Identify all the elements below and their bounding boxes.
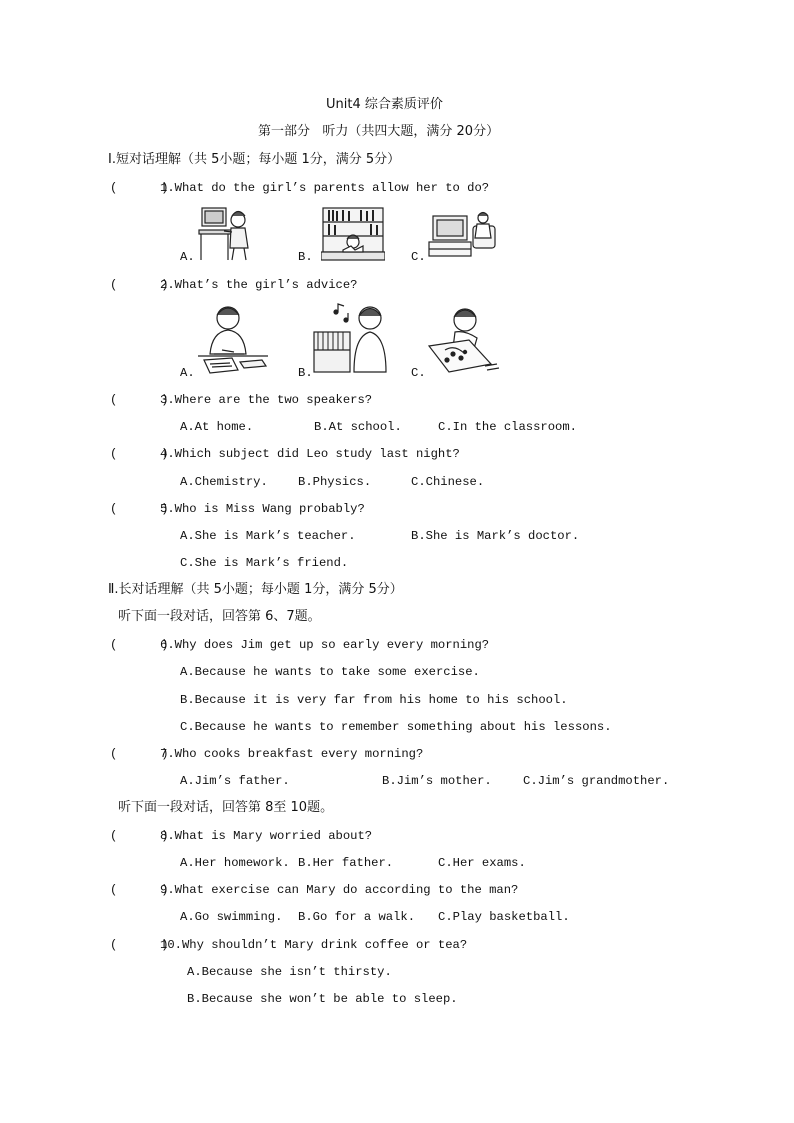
option-b[interactable]: B.She is Mark’s doctor. (411, 529, 580, 543)
option-c[interactable]: C.She is Mark’s friend. (180, 556, 349, 570)
girl-reading-bookshelf-illustration[interactable] (321, 206, 385, 262)
answer-bracket[interactable]: ( ) (110, 938, 169, 952)
question-stem: 8.What is Mary worried about? (160, 829, 373, 843)
answer-bracket[interactable]: ( ) (110, 747, 169, 761)
option-a[interactable]: A.At home. (180, 420, 254, 434)
option-b[interactable]: B.Because she won’t be able to sleep. (187, 992, 458, 1006)
option-c[interactable]: C.Jim’s grandmother. (523, 774, 670, 788)
option-a[interactable]: A.Because she isn’t thirsty. (187, 965, 392, 979)
option-b[interactable]: B.Go for a walk. (298, 910, 416, 924)
option-c[interactable]: C.Chinese. (411, 475, 485, 489)
answer-bracket[interactable]: ( ) (110, 393, 169, 407)
question-stem: 2.What’s the girl’s advice? (160, 278, 358, 292)
option-c[interactable]: C.In the classroom. (438, 420, 577, 434)
answer-bracket[interactable]: ( ) (110, 829, 169, 843)
option-b[interactable]: B.Her father. (298, 856, 394, 870)
question-stem: 6.Why does Jim get up so early every morning? (160, 638, 490, 652)
option-label[interactable]: B. (298, 250, 313, 264)
question-stem: 9.What exercise can Mary do according to the man? (160, 883, 519, 897)
option-c[interactable]: C.Because he wants to remember something about his lessons. (180, 720, 612, 734)
option-label[interactable]: C. (411, 366, 426, 380)
option-a[interactable]: A.Because he wants to take some exercise. (180, 665, 480, 679)
option-label[interactable]: A. (180, 250, 195, 264)
question-stem: 1.What do the girl’s parents allow her to do? (160, 181, 490, 195)
page-title: Unit4 综合素质评价 (326, 97, 443, 112)
listening-instruction: 听下面一段对话，回答第 8至 10题。 (118, 800, 334, 815)
option-b[interactable]: B.At school. (314, 420, 402, 434)
section1-heading: Ⅰ.短对话理解（共 5小题；每小题 1分，满分 5分） (108, 152, 401, 167)
option-b[interactable]: B.Jim’s mother. (382, 774, 492, 788)
answer-bracket[interactable]: ( ) (110, 502, 169, 516)
option-label[interactable]: A. (180, 366, 195, 380)
girl-at-computer-illustration[interactable] (196, 204, 254, 262)
listening-instruction: 听下面一段对话，回答第 6、7题。 (118, 609, 321, 624)
answer-bracket[interactable]: ( ) (110, 883, 169, 897)
boy-writing-letter-illustration[interactable] (194, 302, 270, 378)
answer-bracket[interactable]: ( ) (110, 181, 169, 195)
section2-heading: Ⅱ.长对话理解（共 5小题；每小题 1分，满分 5分） (108, 582, 403, 597)
answer-bracket[interactable]: ( ) (110, 638, 169, 652)
option-b[interactable]: B.Because it is very far from his home to his school. (180, 693, 568, 707)
option-a[interactable]: A.Go swimming. (180, 910, 283, 924)
option-c[interactable]: C.Her exams. (438, 856, 526, 870)
girl-watching-tv-illustration[interactable] (427, 206, 499, 262)
boy-playing-piano-illustration[interactable] (312, 302, 394, 378)
option-a[interactable]: A.Jim’s father. (180, 774, 290, 788)
answer-bracket[interactable]: ( ) (110, 278, 169, 292)
question-stem: 10.Why shouldn’t Mary drink coffee or tea? (160, 938, 468, 952)
option-label[interactable]: B. (298, 366, 313, 380)
question-stem: 3.Where are the two speakers? (160, 393, 373, 407)
option-b[interactable]: B.Physics. (298, 475, 372, 489)
question-stem: 4.Which subject did Leo study last night? (160, 447, 460, 461)
option-a[interactable]: A.Chemistry. (180, 475, 268, 489)
boy-drawing-picture-illustration[interactable] (425, 304, 503, 378)
option-label[interactable]: C. (411, 250, 426, 264)
answer-bracket[interactable]: ( ) (110, 447, 169, 461)
option-c[interactable]: C.Play basketball. (438, 910, 570, 924)
option-a[interactable]: A.Her homework. (180, 856, 290, 870)
question-stem: 7.Who cooks breakfast every morning? (160, 747, 424, 761)
question-stem: 5.Who is Miss Wang probably? (160, 502, 365, 516)
part-subtitle: 第一部分 听力（共四大题，满分 20分） (258, 124, 500, 139)
option-a[interactable]: A.She is Mark’s teacher. (180, 529, 356, 543)
